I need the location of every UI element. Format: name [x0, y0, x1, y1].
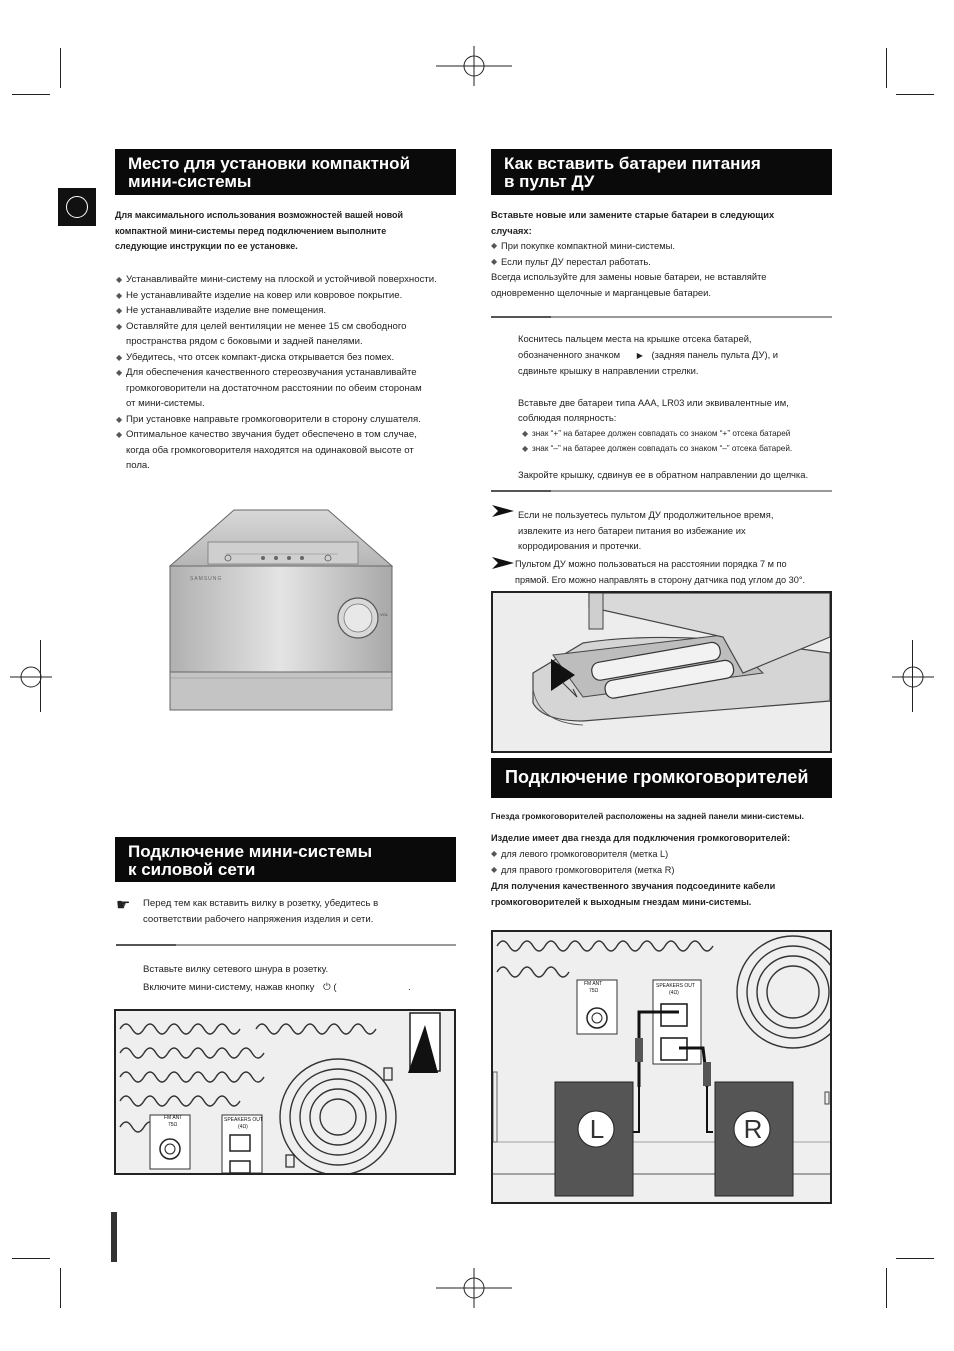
fm-ant-label: FM ANT	[164, 1115, 183, 1121]
power-note: Перед тем как вставить вилку в розетку, убедитесь в соответствии рабочего напряжения изделия и сети.	[143, 898, 379, 925]
speakers-text: Гнезда громкоговорителей расположены на задней панели мини-системы. Изделие имеет два гнезда для подключения громкоговорителей: ◆ для левого громкоговорителя (метка L) ◆ для правого громкоговорителя (метка R) Для получения качественного звучания подсоедините кабели громкоговорителей к выходным гнездам мини-системы.	[491, 808, 836, 910]
list-item: ◆ знак “–” на батарее должен совпадать со знаком “–” отсека батарей.	[522, 441, 836, 457]
power-steps	[143, 961, 453, 997]
fm-ohm-label: 75Ω	[168, 1122, 178, 1128]
list-item: ◆ Устанавливайте мини-систему на плоской и устойчивой поверхности.	[116, 272, 461, 288]
list-item: ◆ Для обеспечения качественного стереозвучания устанавливайте громкоговорители на достаточном расстоянии по обеим сторонам от мини-системы.	[116, 365, 461, 412]
remote-battery-drawing	[493, 593, 830, 751]
registration-mark-bottom	[436, 1268, 512, 1308]
install-title: Место для установки компактной мини-системы	[115, 149, 456, 195]
note-arrow-icon	[492, 504, 514, 516]
battery-step-rule-bottom	[491, 490, 551, 492]
sp-speakers-out-label: SPEAKERS OUT	[656, 983, 695, 989]
language-tab	[58, 188, 96, 226]
registration-mark-right	[892, 662, 934, 692]
list-item: ◆ знак “+” на батарее должен совпадать со знаком “+” отсека батарей	[522, 426, 836, 442]
battery-note-2: Пультом ДУ можно пользоваться на расстоянии порядка 7 м по прямой. Его можно направлять в сторону датчика под углом до 30°.	[515, 559, 806, 585]
page-number-bar	[111, 1212, 117, 1262]
list-item: ◆ Оставляйте для целей вентиляции не менее 15 см свободного пространства рядом с боковыми и задней панелями.	[116, 319, 461, 350]
pointing-hand-icon: ☛	[116, 897, 131, 914]
install-intro: Для максимального использования возможностей вашей новой компактной мини-системы перед подключением выполните следующие инструкции по ее установке.	[115, 210, 404, 251]
play-triangle-icon: ▶	[636, 350, 643, 360]
sp-fm-ohm-label: 75Ω	[589, 988, 599, 994]
battery-step-rule-top	[491, 316, 551, 318]
battery-note-1: Если не пользуетесь пультом ДУ продолжительное время, извлеките из него батареи питания во избежание их корродирования и протечки.	[518, 509, 774, 551]
power-step-2: Включите мини-систему, нажав кнопку ⏻ ( .	[143, 982, 411, 993]
power-title: Подключение мини-системы к силовой сети	[115, 837, 456, 882]
power-symbol-icon: ⏻	[323, 982, 331, 993]
speakers-connection-illustration	[491, 930, 832, 1204]
list-item: ◆ Оптимальное качество звучания будет обеспечено в том случае, когда оба громкоговорителя находятся на одинаковой высоте от пола.	[116, 427, 461, 474]
back-panel-power-illustration	[114, 1009, 456, 1175]
note-arrow-icon	[492, 556, 514, 568]
speakers-connection-drawing	[493, 932, 830, 1202]
battery-intro: Вставьте новые или замените старые батареи в следующих случаях: ◆ При покупке компактной мини-системы. ◆ Если пульт ДУ перестал работать. Всегда используйте для замены новые батареи, не вставляйте одновременно щелочные и марганцевые батареи.	[491, 207, 836, 300]
battery-steps: Коснитесь пальцем места на крышке отсека батарей, обозначенного значком ▶ (задняя панель пульта ДУ), и сдвиньте крышку в направлении стрелки. Вставьте две батареи типа AAA, LR03 или эквивалентные им, соблюдая полярность: ◆ знак “+” на батарее должен совпадать со знаком “+” отсека батарей ◆ знак “–” на батарее должен совпадать со знаком “–” отсека батарей. Закройте крышку, сдвинув ее в обратном направлении до щелчка.	[518, 331, 836, 482]
device-brand-label: SAMSUNG	[190, 576, 223, 582]
install-bullets	[116, 272, 461, 474]
list-item: ◆ При установке направьте громкоговорители в сторону слушателя.	[116, 412, 461, 428]
list-item: ◆ для правого громкоговорителя (метка R)	[491, 862, 836, 878]
power-step-1: Вставьте вилку сетевого шнура в розетку.	[143, 964, 329, 975]
mini-system-drawing	[168, 508, 394, 712]
speaker-right-label: R	[743, 1114, 763, 1144]
language-tab-circle	[66, 196, 88, 218]
registration-mark-left	[10, 662, 52, 692]
list-item: ◆ Не устанавливайте изделие вне помещения.	[116, 303, 461, 319]
device-vol-label: VOL	[380, 612, 389, 617]
sp-speakers-ohm-label: (4Ω)	[669, 990, 679, 996]
back-panel-power-drawing	[116, 1011, 454, 1173]
power-step-rule	[116, 944, 176, 946]
speakers-out-label: SPEAKERS OUT	[224, 1117, 263, 1123]
speakers-title: Подключение громкоговорителей	[491, 758, 832, 798]
speakers-ohm-label: (4Ω)	[238, 1124, 248, 1130]
sp-fm-ant-label: FM ANT	[584, 981, 603, 987]
battery-title: Как вставить батареи питания в пульт ДУ	[491, 149, 832, 195]
remote-battery-illustration	[491, 591, 832, 753]
list-item: ◆ для левого громкоговорителя (метка L)	[491, 846, 836, 862]
list-item: ◆ Не устанавливайте изделие на ковер или ковровое покрытие.	[116, 288, 461, 304]
list-item: ◆ Убедитесь, что отсек компакт-диска открывается без помех.	[116, 350, 461, 366]
list-item: ◆ Если пульт ДУ перестал работать.	[491, 254, 836, 270]
registration-mark-top	[436, 46, 512, 86]
speaker-left-label: L	[589, 1114, 605, 1144]
list-item: ◆ При покупке компактной мини-системы.	[491, 238, 836, 254]
mini-system-illustration	[168, 508, 394, 712]
